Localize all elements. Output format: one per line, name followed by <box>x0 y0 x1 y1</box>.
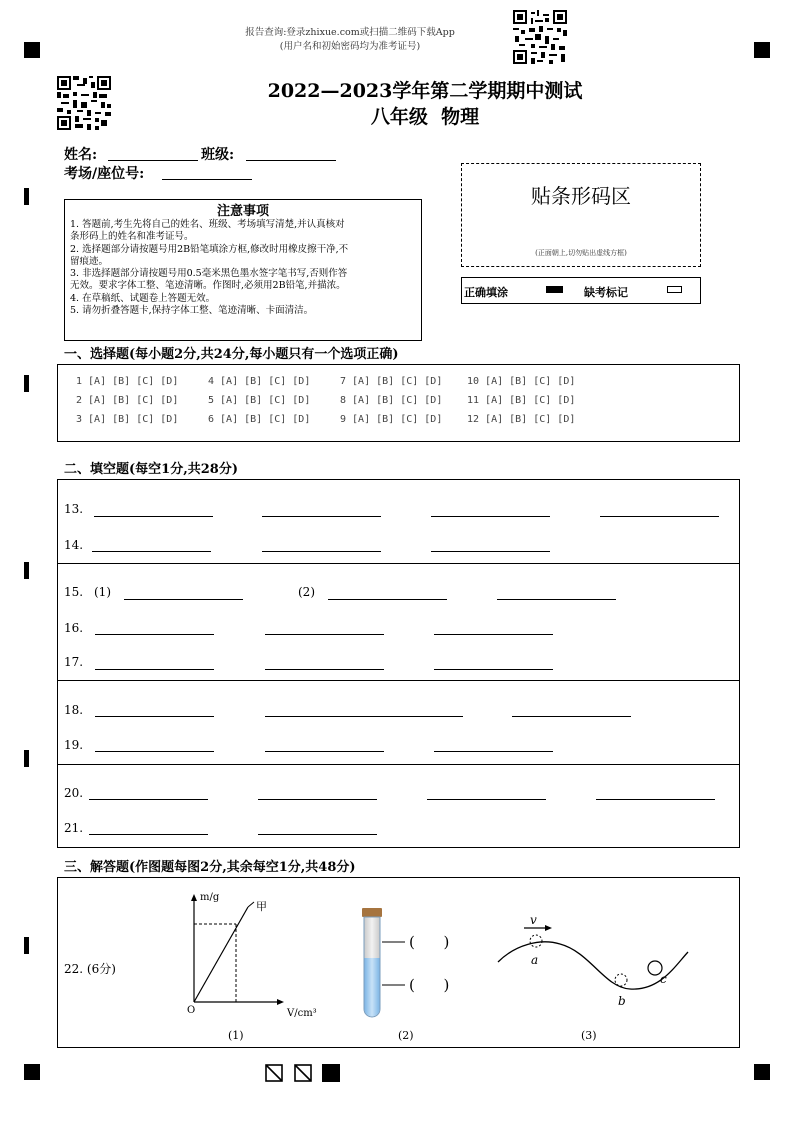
choice-row[interactable]: 6 [A] [B] [C] [D] <box>208 414 311 425</box>
answer-blank[interactable] <box>596 799 715 800</box>
choice-row[interactable]: 9 [A] [B] [C] [D] <box>340 414 443 425</box>
correct-fill-example <box>546 286 563 293</box>
notice-line: 5. 请勿折叠答题卡,保持字体工整、笔迹清晰、卡面清洁。 <box>70 305 314 317</box>
notice-line: 4. 在草稿纸、试题卷上答题无效。 <box>70 292 216 304</box>
graph-y-label: m/g <box>200 892 220 903</box>
fill-blank-box-2 <box>57 563 740 681</box>
absent-mark-checkbox[interactable] <box>667 286 682 293</box>
notice-line: 2. 选择题部分请按题号用2B铅笔填涂方框,修改时用橡皮擦干净,不 <box>70 243 349 255</box>
section2-title: 二、填空题(每空1分,共28分) <box>64 462 238 477</box>
answer-blank[interactable] <box>600 516 719 517</box>
question-16-number: 16. <box>64 621 84 635</box>
seat-field[interactable] <box>162 179 252 180</box>
answer-blank[interactable] <box>89 834 208 835</box>
corner-mark-top-right <box>754 42 770 58</box>
point-b-label: b <box>618 994 626 1008</box>
answer-blank[interactable] <box>431 516 550 517</box>
question-15-part2: (2) <box>298 585 315 599</box>
timing-mark <box>24 375 29 392</box>
point-a-label: a <box>531 953 539 967</box>
answer-blank[interactable] <box>94 516 213 517</box>
choice-row[interactable]: 10 [A] [B] [C] [D] <box>467 376 576 387</box>
fill-blank-box-3 <box>57 680 740 765</box>
barcode-area <box>461 163 701 267</box>
section3-title: 三、解答题(作图题每图2分,其余每空1分,共48分) <box>64 860 356 875</box>
choice-row[interactable]: 12 [A] [B] [C] [D] <box>467 414 576 425</box>
answer-blank[interactable] <box>262 516 381 517</box>
notice-line: 1. 答题前,考生先将自己的姓名、班级、考场填写清楚,并认真核对 <box>70 219 345 230</box>
question-13-number: 13. <box>64 502 84 516</box>
answer-blank[interactable] <box>431 551 550 552</box>
timing-mark <box>24 750 29 767</box>
notice-line: 无效。要求字体工整、笔迹清晰。作图时,必须用2B铅笔,并描浓。 <box>70 280 346 292</box>
answer-blank[interactable] <box>92 551 211 552</box>
answer-blank[interactable] <box>434 751 553 752</box>
tube-blank-lower[interactable]: ( ) <box>409 976 450 994</box>
question-20-number: 20. <box>64 786 84 800</box>
corner-mark-top-left <box>24 42 40 58</box>
ball-track-figure[interactable] <box>490 910 700 1015</box>
choice-row[interactable]: 5 [A] [B] [C] [D] <box>208 395 311 406</box>
question-15-number: 15. <box>64 585 84 599</box>
graph-origin-label: O <box>187 1005 196 1016</box>
choice-row[interactable]: 11 [A] [B] [C] [D] <box>467 395 576 406</box>
answer-blank[interactable] <box>512 716 631 717</box>
answer-blank[interactable] <box>95 716 214 717</box>
figure-1-caption: (1) <box>228 1029 244 1042</box>
corner-mark-bottom-left <box>24 1064 40 1080</box>
choice-row[interactable]: 2 [A] [B] [C] [D] <box>76 395 179 406</box>
timing-mark <box>24 188 29 205</box>
fill-legend <box>461 277 701 304</box>
notice-line: 条形码上的姓名和准考证号。 <box>70 231 194 243</box>
point-c-label: c <box>660 972 667 986</box>
graph-x-label: V/cm³ <box>287 1008 317 1019</box>
qr-code-app <box>513 10 567 64</box>
question-21-number: 21. <box>64 821 84 835</box>
answer-blank[interactable] <box>95 751 214 752</box>
answer-blank[interactable] <box>434 634 553 635</box>
question-19-number: 19. <box>64 738 84 752</box>
section1-title: 一、选择题(每小题2分,共24分,每小题只有一个选项正确) <box>64 347 399 362</box>
answer-blank[interactable] <box>434 669 553 670</box>
answer-blank[interactable] <box>262 551 381 552</box>
question-18-number: 18. <box>64 703 84 717</box>
absent-mark-label: 缺考标记 <box>584 286 628 299</box>
answer-blank[interactable] <box>265 634 384 635</box>
answer-blank[interactable] <box>258 834 377 835</box>
answer-blank[interactable] <box>265 716 463 717</box>
figure-3-caption: (3) <box>581 1029 597 1042</box>
report-query-text: 报告查询:登录zhixue.com或扫描二维码下载App <box>245 27 455 38</box>
choice-row[interactable]: 8 [A] [B] [C] [D] <box>340 395 443 406</box>
qr-code-student <box>57 76 111 130</box>
answer-blank[interactable] <box>497 599 616 600</box>
answer-blank[interactable] <box>89 799 208 800</box>
question-22-number: 22. (6分) <box>64 962 116 976</box>
answer-blank[interactable] <box>258 799 377 800</box>
page-marker-slashed-box <box>265 1064 283 1082</box>
answer-blank[interactable] <box>95 669 214 670</box>
correct-fill-label: 正确填涂 <box>464 286 508 299</box>
report-query-note: (用户名和初始密码均为准考证号) <box>279 41 421 52</box>
barcode-title: 贴条形码区 <box>531 184 631 208</box>
barcode-note: (正面朝上,切勿贴出虚线方框) <box>535 249 627 257</box>
corner-mark-bottom-right <box>754 1064 770 1080</box>
tube-blank-upper[interactable]: ( ) <box>409 933 450 951</box>
fill-blank-box-4 <box>57 764 740 848</box>
class-label: 班级: <box>201 147 235 163</box>
page-marker-filled-box <box>322 1064 340 1082</box>
answer-blank[interactable] <box>124 599 243 600</box>
seat-label: 考场/座位号: <box>64 166 145 182</box>
question-15-part1: (1) <box>94 585 111 599</box>
notice-line: 留痕迹。 <box>70 255 109 267</box>
name-field[interactable] <box>108 160 198 161</box>
answer-blank[interactable] <box>265 751 384 752</box>
question-14-number: 14. <box>64 538 84 552</box>
answer-blank[interactable] <box>265 669 384 670</box>
choice-row[interactable]: 4 [A] [B] [C] [D] <box>208 376 311 387</box>
name-label: 姓名: <box>64 147 98 163</box>
timing-mark <box>24 937 29 954</box>
question-17-number: 17. <box>64 655 84 669</box>
test-tube-figure[interactable] <box>352 908 412 1023</box>
answer-blank[interactable] <box>328 599 447 600</box>
answer-blank[interactable] <box>427 799 546 800</box>
notice-line: 3. 非选择题部分请按题号用0.5毫米黑色墨水签字笔书写,否则作答 <box>70 268 348 280</box>
figure-2-caption: (2) <box>398 1029 414 1042</box>
page-marker-slashed-box <box>294 1064 312 1082</box>
timing-mark <box>24 562 29 579</box>
class-field[interactable] <box>246 160 336 161</box>
choice-row[interactable]: 7 [A] [B] [C] [D] <box>340 376 443 387</box>
page-subtitle: 八年级 物理 <box>370 106 480 128</box>
choice-row[interactable]: 3 [A] [B] [C] [D] <box>76 414 179 425</box>
mass-volume-graph[interactable] <box>180 888 330 1028</box>
graph-line-label: 甲 <box>256 900 267 913</box>
notice-box <box>64 199 422 341</box>
notice-title: 注意事项 <box>216 204 269 219</box>
velocity-label: v <box>530 913 537 927</box>
answer-blank[interactable] <box>95 634 214 635</box>
page-title: 2022—2023学年第二学期期中测试 <box>267 80 583 102</box>
choice-row[interactable]: 1 [A] [B] [C] [D] <box>76 376 179 387</box>
